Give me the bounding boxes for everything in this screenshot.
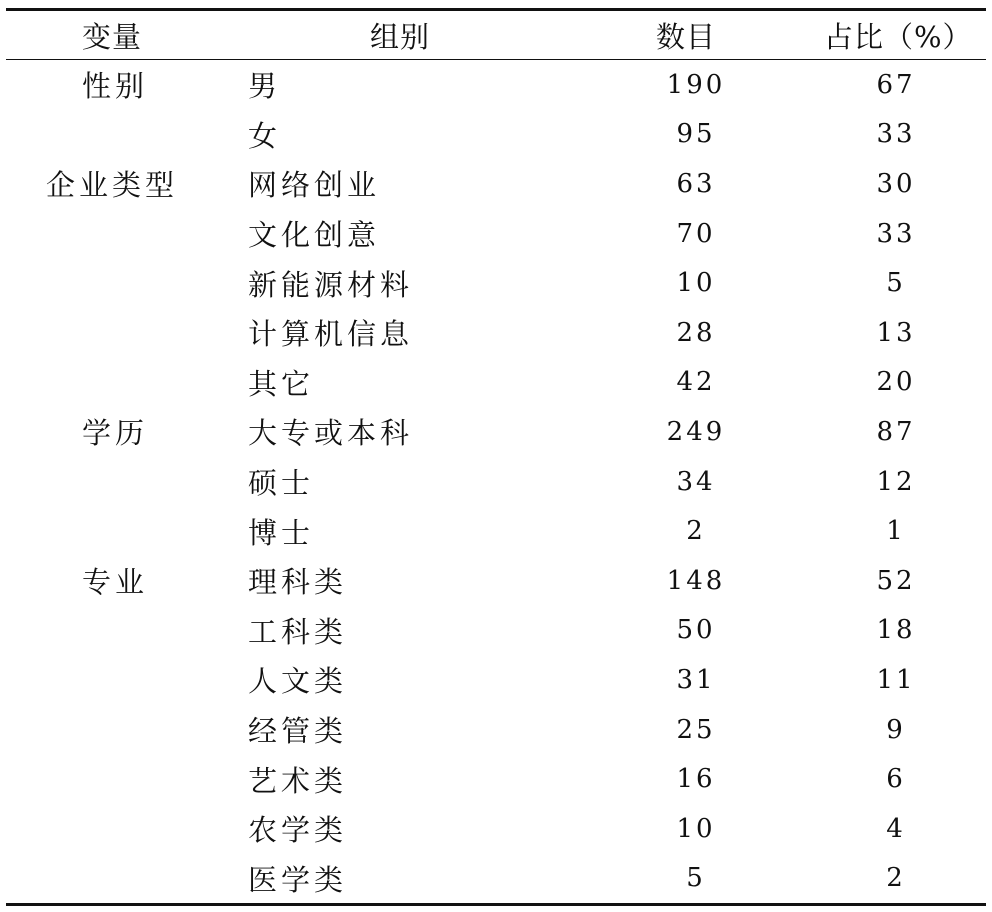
table-body <box>6 60 986 903</box>
cell-count: 50 <box>676 615 716 646</box>
cell-count: 16 <box>676 764 716 795</box>
table-row <box>6 209 986 259</box>
cell-count: 70 <box>676 218 716 249</box>
cell-group: 工科类 <box>248 614 348 649</box>
cell-percent-wrap <box>812 110 986 160</box>
cell-group: 人文类 <box>248 664 348 699</box>
cell-variable <box>6 506 220 556</box>
table-bottom-rule <box>6 903 986 906</box>
cell-group: 文化创意 <box>248 218 381 253</box>
cell-percent-wrap <box>812 606 986 656</box>
cell-variable <box>6 209 220 259</box>
cell-group: 医学类 <box>248 862 348 897</box>
cell-percent-wrap <box>812 407 986 457</box>
cell-count: 2 <box>686 516 706 547</box>
cell-percent: 4 <box>886 813 906 844</box>
cell-variable <box>6 754 220 804</box>
demographics-table <box>6 11 986 59</box>
cell-count: 28 <box>676 317 716 348</box>
cell-count: 34 <box>676 466 716 497</box>
cell-variable <box>6 258 220 308</box>
cell-count: 25 <box>676 714 716 745</box>
cell-count-wrap <box>560 308 812 358</box>
table-row <box>6 60 986 110</box>
cell-count-wrap <box>560 655 812 705</box>
cell-percent-wrap <box>812 854 986 904</box>
table-row <box>6 754 986 804</box>
table-row <box>6 506 986 556</box>
cell-percent: 33 <box>876 119 916 150</box>
table-row <box>6 556 986 606</box>
cell-percent: 18 <box>876 615 916 646</box>
cell-variable <box>6 606 220 656</box>
cell-count: 42 <box>676 367 716 398</box>
cell-group: 硕士 <box>248 466 315 501</box>
cell-percent-wrap <box>812 754 986 804</box>
cell-group: 网络创业 <box>248 168 381 203</box>
cell-count-wrap <box>560 804 812 854</box>
cell-percent-wrap <box>812 804 986 854</box>
cell-percent: 12 <box>876 466 916 497</box>
cell-count: 10 <box>676 813 716 844</box>
cell-group: 计算机信息 <box>248 317 414 352</box>
cell-percent: 52 <box>876 565 916 596</box>
cell-percent: 1 <box>886 516 906 547</box>
cell-count: 148 <box>666 565 726 596</box>
cell-percent-wrap <box>812 358 986 408</box>
cell-group: 艺术类 <box>248 763 348 798</box>
cell-count: 249 <box>666 416 726 447</box>
table-row <box>6 804 986 854</box>
cell-variable <box>6 457 220 507</box>
cell-percent-wrap <box>812 556 986 606</box>
cell-count: 5 <box>686 863 706 894</box>
cell-count-wrap <box>560 110 812 160</box>
cell-variable <box>6 705 220 755</box>
demographics-table-container <box>6 8 986 906</box>
cell-percent: 30 <box>876 168 916 199</box>
cell-percent: 87 <box>876 416 916 447</box>
cell-percent: 9 <box>886 714 906 745</box>
table-row <box>6 110 986 160</box>
cell-group: 女 <box>248 118 282 153</box>
cell-percent-wrap <box>812 308 986 358</box>
table-header <box>6 11 986 59</box>
table-row <box>6 258 986 308</box>
cell-variable <box>6 804 220 854</box>
demographics-table-body <box>6 60 986 903</box>
cell-percent-wrap <box>812 159 986 209</box>
cell-count-wrap <box>560 606 812 656</box>
cell-count-wrap <box>560 457 812 507</box>
cell-group: 理科类 <box>248 565 348 600</box>
table-row <box>6 308 986 358</box>
cell-percent-wrap <box>812 457 986 507</box>
cell-percent-wrap <box>812 60 986 110</box>
header-group: 组别 <box>370 19 431 54</box>
cell-percent: 11 <box>876 664 916 695</box>
cell-count-wrap <box>560 407 812 457</box>
cell-percent: 6 <box>886 764 906 795</box>
cell-percent: 5 <box>886 268 906 299</box>
cell-count: 10 <box>676 268 716 299</box>
cell-count: 190 <box>666 69 726 100</box>
cell-percent: 2 <box>886 863 906 894</box>
cell-group: 男 <box>248 69 282 104</box>
table-row <box>6 655 986 705</box>
cell-group: 新能源材料 <box>248 267 414 302</box>
cell-percent: 13 <box>876 317 916 348</box>
cell-count-wrap <box>560 258 812 308</box>
cell-percent-wrap <box>812 209 986 259</box>
cell-variable: 专业 <box>82 565 149 600</box>
cell-count-wrap <box>560 854 812 904</box>
cell-group: 博士 <box>248 515 315 550</box>
cell-percent-wrap <box>812 705 986 755</box>
cell-variable: 企业类型 <box>46 168 179 203</box>
cell-variable <box>6 358 220 408</box>
cell-percent: 20 <box>876 367 916 398</box>
cell-variable: 性别 <box>82 69 149 104</box>
cell-percent-wrap <box>812 655 986 705</box>
cell-percent-wrap <box>812 506 986 556</box>
cell-count: 95 <box>676 119 716 150</box>
cell-group: 其它 <box>248 366 315 401</box>
header-row <box>6 11 986 59</box>
cell-count-wrap <box>560 705 812 755</box>
table-row <box>6 159 986 209</box>
cell-count-wrap <box>560 159 812 209</box>
cell-count: 31 <box>676 664 716 695</box>
header-variable: 变量 <box>82 19 143 54</box>
cell-variable <box>6 308 220 358</box>
cell-count-wrap <box>560 60 812 110</box>
cell-group: 大专或本科 <box>248 416 414 451</box>
cell-variable <box>6 854 220 904</box>
cell-percent-wrap <box>812 258 986 308</box>
header-percent: 占比（%） <box>824 19 973 54</box>
table-row <box>6 407 986 457</box>
cell-percent: 33 <box>876 218 916 249</box>
table-row <box>6 457 986 507</box>
cell-count-wrap <box>560 358 812 408</box>
cell-count-wrap <box>560 506 812 556</box>
cell-group: 经管类 <box>248 714 348 749</box>
cell-variable <box>6 110 220 160</box>
cell-variable: 学历 <box>82 416 149 451</box>
cell-count-wrap <box>560 754 812 804</box>
header-count: 数目 <box>656 19 717 54</box>
cell-count-wrap <box>560 556 812 606</box>
cell-percent: 67 <box>876 69 916 100</box>
table-row <box>6 358 986 408</box>
table-row <box>6 606 986 656</box>
cell-variable <box>6 655 220 705</box>
table-row <box>6 705 986 755</box>
table-row <box>6 854 986 904</box>
cell-group: 农学类 <box>248 813 348 848</box>
cell-count: 63 <box>676 168 716 199</box>
cell-count-wrap <box>560 209 812 259</box>
